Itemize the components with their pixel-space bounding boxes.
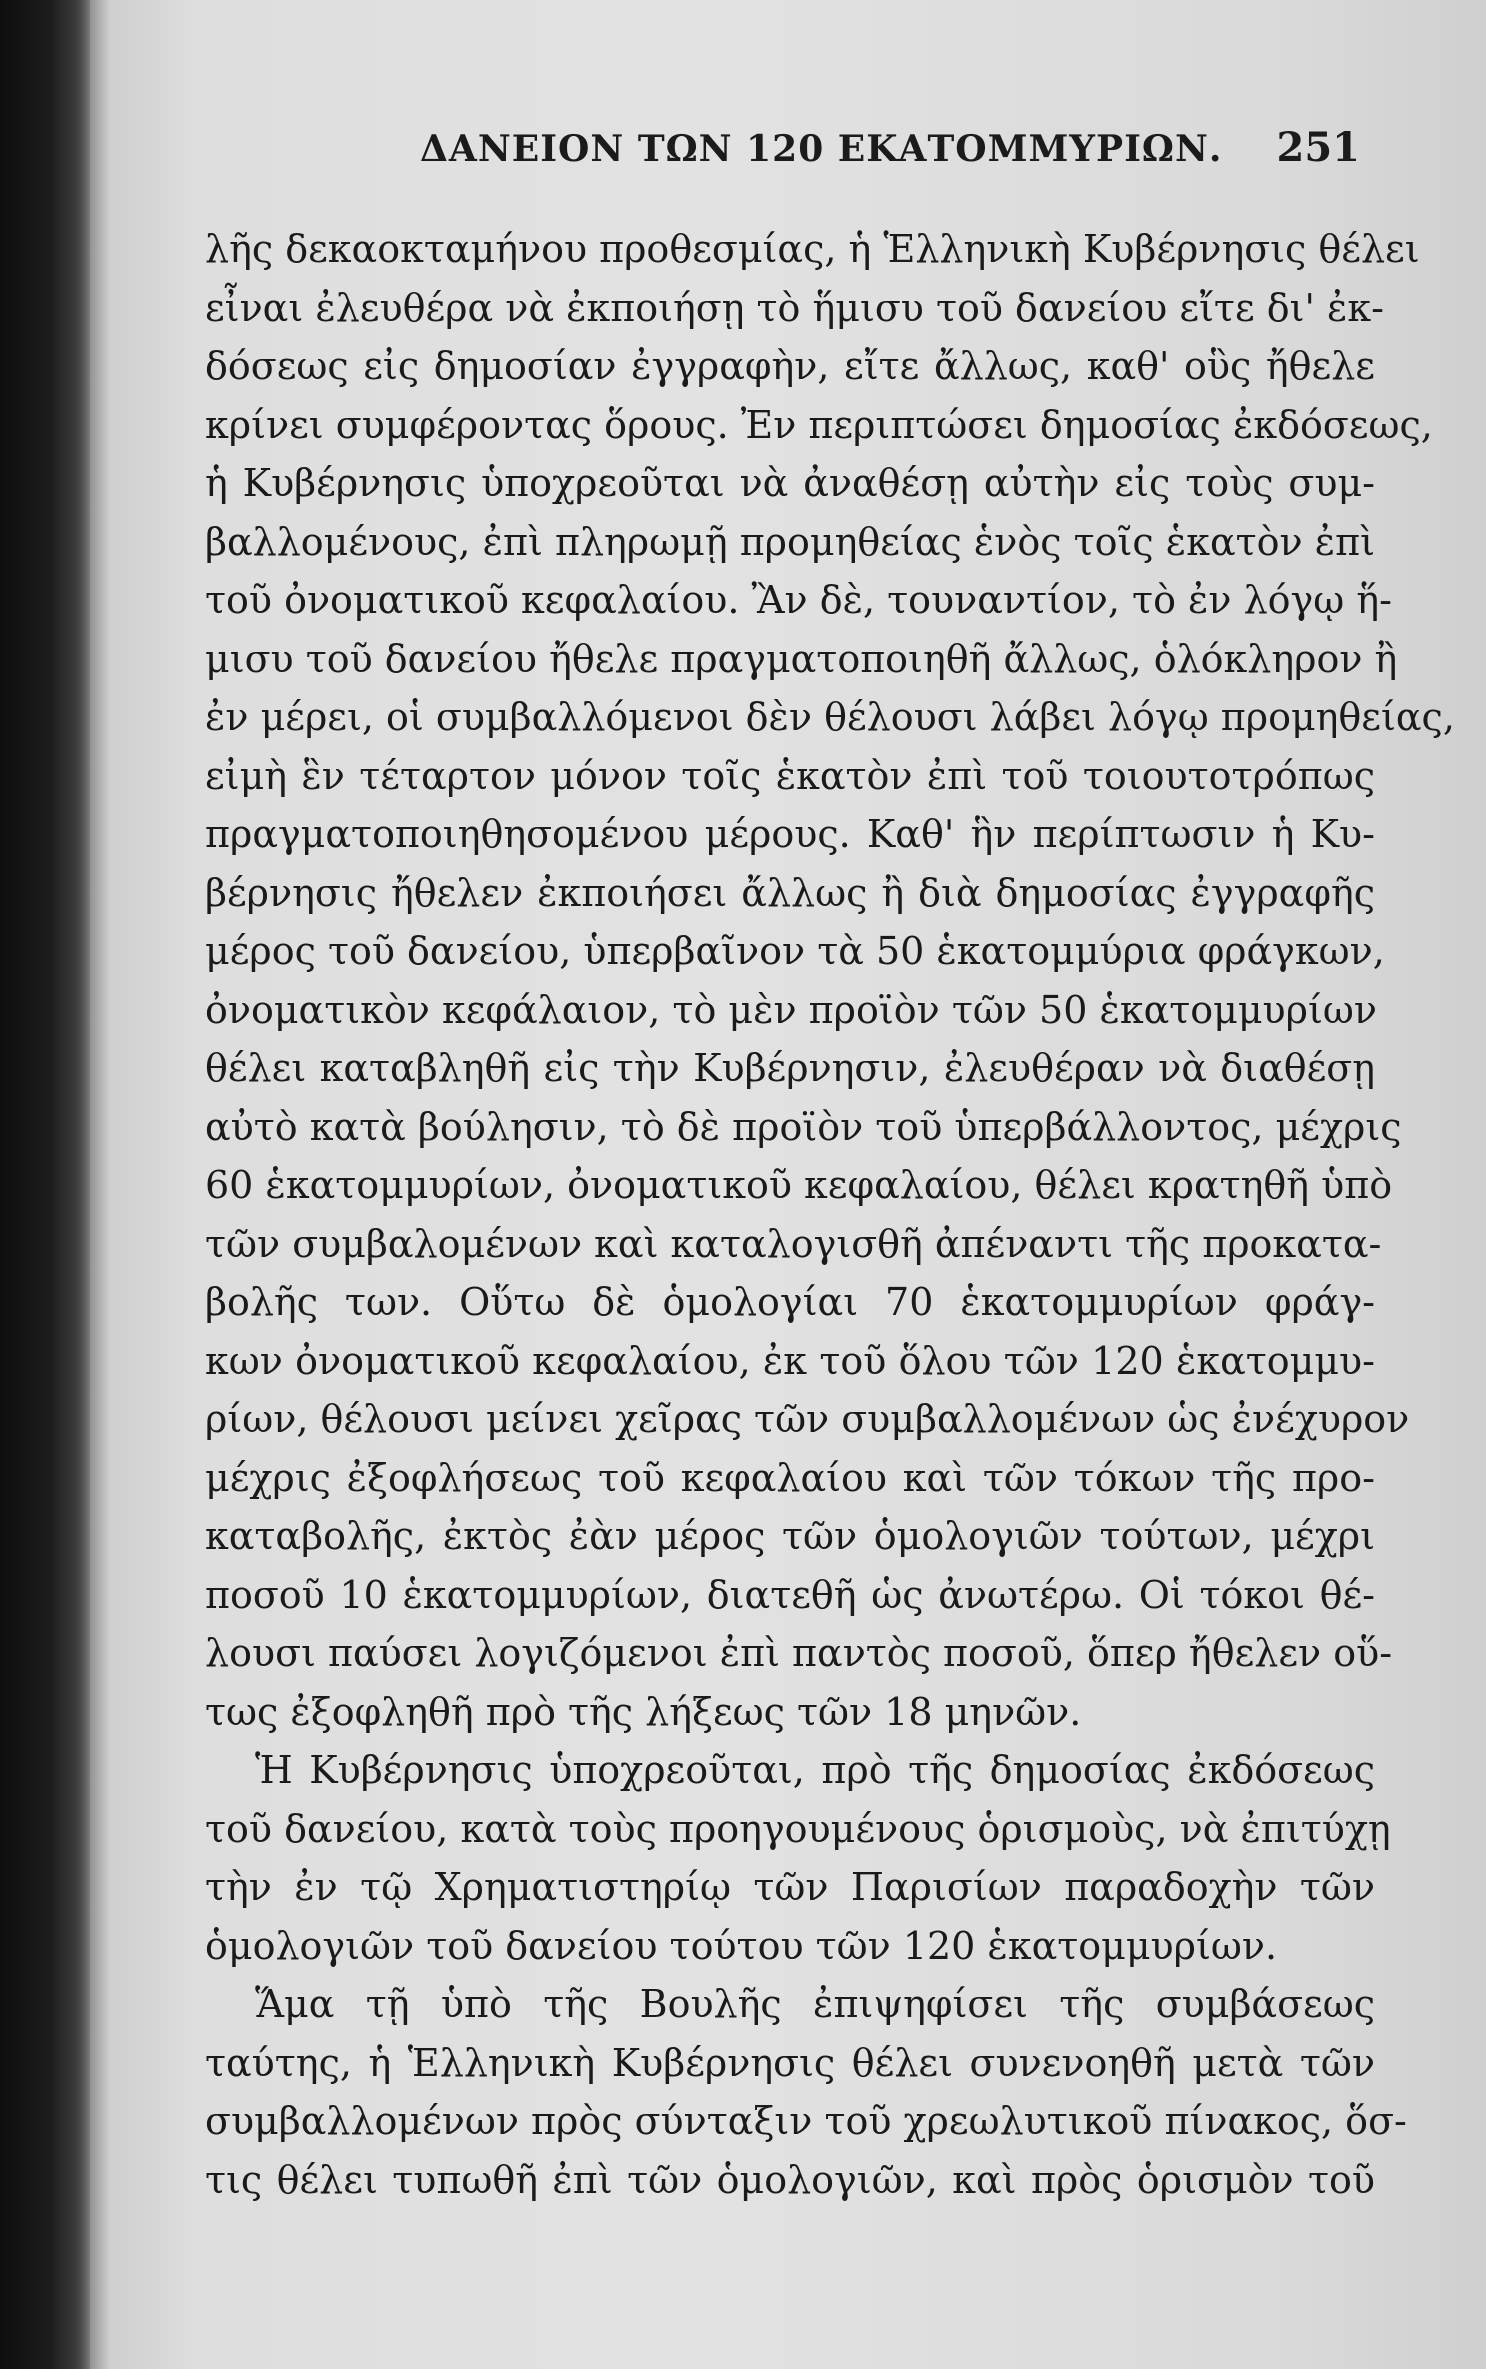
text-line: θέλει καταβληθῆ εἰς τὴν Κυβέρνησιν, ἐλευθέραν νὰ διαθέσῃ [205, 1046, 1375, 1090]
text-line: βολῆς των. Οὕτω δὲ ὁμολογίαι 70 ἑκατομμυρίων φράγ- [205, 1280, 1375, 1324]
text-line: ταύτης, ἡ Ἑλληνικὴ Κυβέρνησις θέλει συνενοηθῆ μετὰ τῶν [205, 2040, 1375, 2085]
text-line: τις θέλει τυπωθῆ ἐπὶ τῶν ὁμολογιῶν, καὶ πρὸς ὁρισμὸν τοῦ [205, 2157, 1375, 2202]
text-line: τοῦ ὀνοματικοῦ κεφαλαίου. Ἂν δὲ, τουναντίον, τὸ ἐν λόγῳ ἥ- [205, 578, 1392, 622]
text-line: βαλλομένους, ἐπὶ πληρωμῇ προμηθείας ἑνὸς τοῖς ἑκατὸν ἐπὶ [205, 519, 1375, 564]
text-line: ὁμολογιῶν τοῦ δανείου τούτου τῶν 120 ἑκατομμυρίων. [205, 1923, 1278, 1968]
text-line: λουσι παύσει λογιζόμενοι ἐπὶ παντὸς ποσοῦ, ὅπερ ἤθελεν οὕ- [205, 1631, 1393, 1675]
text-line: πραγματοποιηθησομένου μέρους. Καθ' ἣν περίπτωσιν ἡ Κυ- [205, 812, 1375, 856]
text-line: Ἡ Κυβέρνησις ὑποχρεοῦται, πρὸ τῆς δημοσίας ἐκδόσεως [255, 1748, 1375, 1792]
text-line: τῶν συμβαλομένων καὶ καταλογισθῆ ἀπέναντι τῆς προκατα- [205, 1221, 1382, 1266]
text-line: κων ὀνοματικοῦ κεφαλαίου, ἐκ τοῦ ὅλου τῶν 120 ἑκατομμυ- [205, 1338, 1375, 1383]
text-line: ἐν μέρει, οἱ συμβαλλόμενοι δὲν θέλουσι λάβει λόγῳ προμηθείας, [205, 695, 1455, 739]
text-line: βέρνησις ἤθελεν ἐκποιήσει ἄλλως ἢ διὰ δημοσίας ἐγγραφῆς [205, 870, 1375, 915]
text-line: ποσοῦ 10 ἑκατομμυρίων, διατεθῆ ὡς ἀνωτέρω. Οἱ τόκοι θέ- [205, 1572, 1375, 1617]
text-line: κρίνει συμφέροντας ὅρους. Ἐν περιπτώσει δημοσίας ἐκδόσεως, [205, 402, 1433, 447]
text-line: 60 ἑκατομμυρίων, ὀνοματικοῦ κεφαλαίου, θέλει κρατηθῆ ὑπὸ [205, 1163, 1393, 1207]
text-line: μέρος τοῦ δανείου, ὑπερβαῖνον τὰ 50 ἑκατομμύρια φράγκων, [205, 929, 1385, 973]
binding-shadow [0, 0, 90, 2369]
text-line: Ἅμα τῇ ὑπὸ τῆς Βουλῆς ἐπιψηφίσει τῆς συμβάσεως [255, 1982, 1375, 2026]
text-line: τως ἐξοφληθῆ πρὸ τῆς λήξεως τῶν 18 μηνῶν. [205, 1689, 1082, 1734]
text-line: ὀνοματικὸν κεφάλαιον, τὸ μὲν προϊὸν τῶν 50 ἑκατομμυρίων [205, 987, 1377, 1032]
body-text [205, 220, 1455, 2209]
text-line: μισυ τοῦ δανείου ἤθελε πραγματοποιηθῆ ἄλλως, ὁλόκληρον ἢ [205, 636, 1398, 681]
text-line: μέχρις ἐξοφλήσεως τοῦ κεφαλαίου καὶ τῶν τόκων τῆς προ- [205, 1455, 1375, 1500]
page-header [420, 120, 1360, 180]
text-line: εἶναι ἐλευθέρα νὰ ἐκποιήσῃ τὸ ἥμισυ τοῦ δανείου εἴτε δι' ἐκ- [205, 285, 1385, 330]
paragraph-3 [205, 1975, 1407, 2209]
paragraph-1 [205, 220, 1455, 1741]
paragraph-2 [205, 1741, 1391, 1975]
text-line: λῆς δεκαοκταμήνου προθεσμίας, ἡ Ἑλληνικὴ Κυβέρνησις θέλει [205, 227, 1420, 271]
text-line: ρίων, θέλουσι μείνει χεῖρας τῶν συμβαλλομένων ὡς ἐνέχυρον [205, 1397, 1410, 1441]
text-line: τοῦ δανείου, κατὰ τοὺς προηγουμένους ὁρισμοὺς, νὰ ἐπιτύχῃ [205, 1806, 1391, 1851]
text-line: συμβαλλομένων πρὸς σύνταξιν τοῦ χρεωλυτικοῦ πίνακος, ὅσ- [205, 2099, 1407, 2143]
text-line: τὴν ἐν τῷ Χρηματιστηρίῳ τῶν Παρισίων παραδοχὴν τῶν [205, 1865, 1375, 1909]
page-number: 251 [1276, 124, 1360, 171]
text-line: δόσεως εἰς δημοσίαν ἐγγραφὴν, εἴτε ἄλλως, καθ' οὓς ἤθελε [205, 344, 1375, 388]
text-line: εἰμὴ ἓν τέταρτον μόνον τοῖς ἑκατὸν ἐπὶ τοῦ τοιουτοτρόπως [205, 753, 1375, 798]
text-line: αὐτὸ κατὰ βούλησιν, τὸ δὲ προϊὸν τοῦ ὑπερβάλλοντος, μέχρις [205, 1104, 1402, 1149]
text-line: καταβολῆς, ἐκτὸς ἐὰν μέρος τῶν ὁμολογιῶν τούτων, μέχρι [205, 1514, 1375, 1558]
running-title: ΔΑΝΕΙΟΝ ΤΩΝ 120 ΕΚΑΤΟΜΜΥΡΙΩΝ. [420, 128, 1223, 170]
text-line: ἡ Κυβέρνησις ὑποχρεοῦται νὰ ἀναθέσῃ αὐτὴν εἰς τοὺς συμ- [205, 461, 1375, 505]
